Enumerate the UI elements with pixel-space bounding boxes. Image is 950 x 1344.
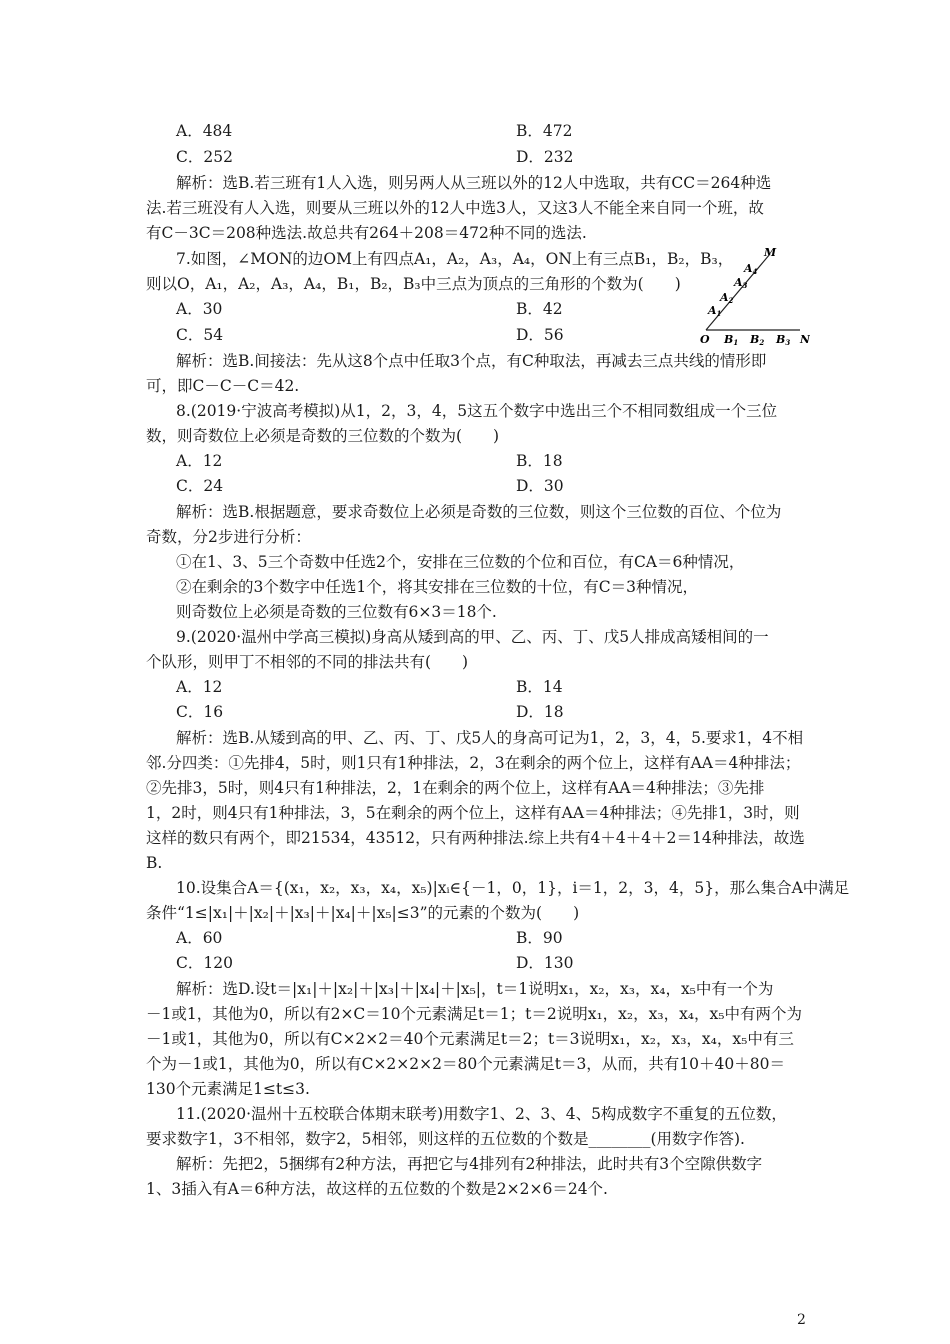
text-line-q6_sol3: 有C－3C＝208种选法.故总共有264＋208＝472种不同的选法. bbox=[146, 224, 587, 242]
text-line-q9_sol1: 解析：选B.从矮到高的甲、乙、丙、丁、戊5人的身高可记为1，2，3，4，5.要求1，4不相 bbox=[176, 729, 804, 747]
option-left-q7_opts2: C．54 bbox=[176, 326, 224, 344]
option-right-q7_opts1: B．42 bbox=[516, 300, 563, 318]
option-left-q8_opts1: A．12 bbox=[176, 452, 223, 470]
option-left-q8_opts2: C．24 bbox=[176, 477, 224, 495]
option-right-q9_opts2: D．18 bbox=[516, 703, 564, 721]
page-number: 2 bbox=[797, 1312, 806, 1328]
text-line-q8_l1: 8.(2019·宁波高考模拟)从1，2，3，4，5这五个数字中选出三个不相同数组成一个三位 bbox=[176, 402, 778, 420]
text-line-q6_sol1: 解析：选B.若三班有1人入选，则另两人从三班以外的12人中选取，共有CC＝264种选 bbox=[176, 174, 772, 192]
text-line-q7_sol1: 解析：选B.间接法：先从这8个点中任取3个点，有C种取法，再减去三点共线的情形即 bbox=[176, 352, 767, 370]
text-line-q8_sol3: ①在1、3、5三个奇数中任选2个，安排在三位数的个位和百位，有CA＝6种情况， bbox=[176, 553, 745, 571]
text-line-q10_sol5: 130个元素满足1≤t≤3. bbox=[146, 1080, 310, 1098]
option-right-q7_opts2: D．56 bbox=[516, 326, 564, 344]
option-right-q10_opts2: D．130 bbox=[516, 954, 574, 972]
text-line-q8_sol5: 则奇数位上必须是奇数的三位数有6×3＝18个. bbox=[176, 603, 497, 621]
option-left-q9_opts1: A．12 bbox=[176, 678, 223, 696]
label-a1: A1 bbox=[708, 304, 722, 318]
text-line-q8_sol4: ②在剩余的3个数字中任选1个，将其安排在三位数的十位，有C＝3种情况， bbox=[176, 578, 698, 596]
text-line-q11_l1: 11.(2020·温州十五校联合体期末联考)用数字1、2、3、4、5构成数字不重复的五位数， bbox=[176, 1105, 787, 1123]
text-line-q9_l2: 个队形，则甲丁不相邻的不同的排法共有( ) bbox=[146, 653, 469, 671]
text-line-q9_sol5: 这样的数只有两个，即21534，43512，只有两种排法.综上共有4＋4＋4＋2＝14种排法，故选 bbox=[146, 829, 805, 847]
ray-om bbox=[706, 254, 770, 330]
label-o: O bbox=[700, 333, 710, 346]
text-line-q10_l1: 10.设集合A＝{(x₁，x₂，x₃，x₄，x₅)|xᵢ∈{－1，0，1}，i＝1，2，3，4，5}，那么集合A中满足 bbox=[176, 879, 850, 897]
label-m: M bbox=[764, 246, 777, 259]
text-line-q10_sol2: －1或1，其他为0，所以有2×C＝10个元素满足t＝1；t＝2说明x₁，x₂，x₃，x₄，x₅中有两个为 bbox=[146, 1005, 802, 1023]
text-line-q8_sol1: 解析：选B.根据题意，要求奇数位上必须是奇数的三位数，则这个三位数的百位、个位为 bbox=[176, 503, 782, 521]
option-left-q7_opts1: A．30 bbox=[176, 300, 223, 318]
option-right-q9_opts1: B．14 bbox=[516, 678, 563, 696]
option-right-q8_opts1: B．18 bbox=[516, 452, 563, 470]
text-line-q11_sol1: 解析：先把2，5捆绑有2种方法，再把它与4排列有2种排法，此时共有3个空隙供数字 bbox=[176, 1155, 763, 1173]
option-left-q9_opts2: C．16 bbox=[176, 703, 224, 721]
text-line-q11_l2: 要求数字1，3不相邻，数字2，5相邻，则这样的五位数的个数是________(用数字作答). bbox=[146, 1130, 745, 1148]
label-b3: B3 bbox=[776, 333, 791, 347]
angle-mon-figure bbox=[700, 244, 810, 348]
text-line-q8_sol2: 奇数，分2步进行分析： bbox=[146, 528, 311, 546]
text-line-q7_l2: 则以O，A₁，A₂，A₃，A₄，B₁，B₂，B₃中三点为顶点的三角形的个数为( ) bbox=[146, 275, 681, 293]
label-a2: A2 bbox=[720, 291, 734, 305]
text-line-q10_l2: 条件“1≤|x₁|＋|x₂|＋|x₃|＋|x₄|＋|x₅|≤3”的元素的个数为( ) bbox=[146, 904, 580, 922]
option-left-q6_opts1: A．484 bbox=[176, 122, 233, 140]
option-right-q6_opts2: D．232 bbox=[516, 148, 574, 166]
option-right-q10_opts1: B．90 bbox=[516, 929, 563, 947]
text-line-q9_sol6: B. bbox=[146, 854, 163, 872]
option-right-q6_opts1: B．472 bbox=[516, 122, 573, 140]
text-line-q9_l1: 9.(2020·温州中学高三模拟)身高从矮到高的甲、乙、丙、丁、戊5人排成高矮相间的一 bbox=[176, 628, 769, 646]
text-line-q10_sol4: 个为－1或1，其他为0，所以有C×2×2×2＝80个元素满足t＝3，从而，共有10＋40＋80＝ bbox=[146, 1055, 785, 1073]
text-line-q11_sol2: 1、3插入有A＝6种方法，故这样的五位数的个数是2×2×6＝24个. bbox=[146, 1180, 608, 1198]
option-left-q10_opts2: C．120 bbox=[176, 954, 233, 972]
text-line-q10_sol3: －1或1，其他为0，所以有C×2×2＝40个元素满足t＝2；t＝3说明x₁，x₂，x₃，x₄，x₅中有三 bbox=[146, 1030, 794, 1048]
text-line-q7_l1: 7.如图，∠MON的边OM上有四点A₁，A₂，A₃，A₄，ON上有三点B₁，B₂，B₃， bbox=[176, 250, 734, 268]
label-n: N bbox=[800, 333, 810, 346]
option-left-q6_opts2: C．252 bbox=[176, 148, 233, 166]
text-line-q9_sol3: ②先排3，5时，则4只有1种排法，2，1在剩余的两个位上，这样有AA＝4种排法；③先排 bbox=[146, 779, 765, 797]
text-line-q9_sol4: 1，2时，则4只有1种排法，3，5在剩余的两个位上，这样有AA＝4种排法；④先排1，3时，则 bbox=[146, 804, 800, 822]
label-a4: A4 bbox=[744, 262, 758, 276]
label-b1: B1 bbox=[724, 333, 739, 347]
text-line-q7_sol2: 可，即C－C－C＝42. bbox=[146, 377, 300, 395]
option-right-q8_opts2: D．30 bbox=[516, 477, 564, 495]
text-line-q9_sol2: 邻.分四类：①先排4，5时，则1只有1种排法，2，3在剩余的两个位上，这样有AA＝4种排法； bbox=[146, 754, 801, 772]
label-b2: B2 bbox=[750, 333, 765, 347]
text-line-q10_sol1: 解析：选D.设t＝|x₁|＋|x₂|＋|x₃|＋|x₄|＋|x₅|，t＝1说明x₁，x₂，x₃，x₄，x₅中有一个为 bbox=[176, 980, 774, 998]
option-left-q10_opts1: A．60 bbox=[176, 929, 223, 947]
text-line-q6_sol2: 法.若三班没有人入选，则要从三班以外的12人中选3人，又这3人不能全来自同一个班，故 bbox=[146, 199, 764, 217]
text-line-q8_l2: 数，则奇数位上必须是奇数的三位数的个数为( ) bbox=[146, 427, 500, 445]
label-a3: A3 bbox=[734, 276, 748, 290]
